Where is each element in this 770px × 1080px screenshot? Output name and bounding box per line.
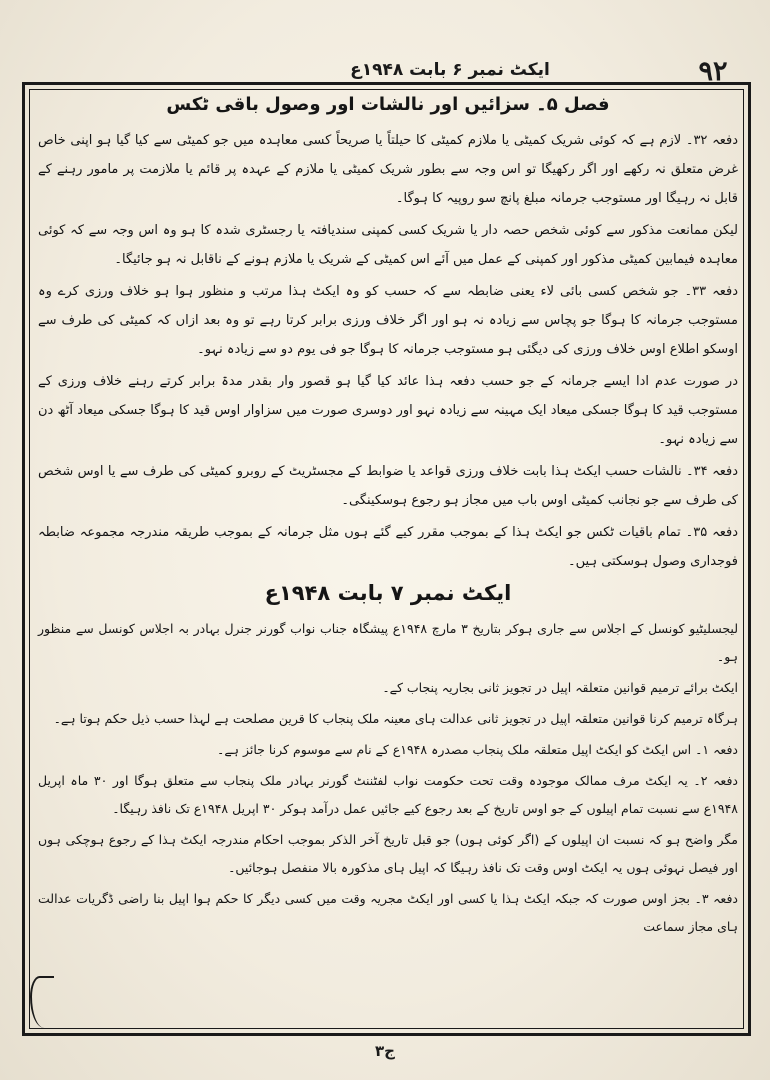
act-title-line: ایکٹ برائے ترمیم قوانین متعلقہ اپیل در تجویز ثانی بجاریہ پنجاب کے۔ [382,680,738,695]
folio-signature: ۳ج [375,1042,395,1060]
act-section-2: دفعہ ۲۔ یہ ایکٹ مرف ممالک موجودہ وقت تحت حکومت نواب لفٹننٹ گورنر بہادر ملک پنجاب سے متعلق ہوگا اور ۳۰ ماہ اپریل ۱۹۴۸ع سے نسبت تمام اپیلوں کے جو اوس تاریخ کے بعد رجوع کیے جائیں عمل درآمد ہوکر ۳۰ اپریل ۱۹۴۸ع تک نافذ رہیگا۔ [38,773,738,816]
act-section-1: دفعہ ۱۔ اس ایکٹ کو ایکٹ اپیل متعلقہ ملک پنجاب مصدرہ ۱۹۴۸ع کے نام سے موسوم کرنا جائز ہے۔ [217,742,738,757]
section-35: دفعہ ۳۵۔ تمام باقیات ٹکس جو ایکٹ ہذا کے بموجب مقرر کیے گئے ہوں مثل جرمانہ کے بموجب طریقہ مندرجہ مجموعہ ضابطہ فوجداری وصول ہوسکتی ہیں۔ [38,525,738,569]
page-content [38,92,738,1022]
section-34: دفعہ ۳۴۔ نالشات حسب ایکٹ ہذا بابت خلاف ورزی قواعد یا ضوابط کے مجسٹریٹ کے روبرو کمیٹی کی طرف سے یا اوس شخص کی طرف سے جو نجانب کمیٹی اوس باب میں مجاز ہو رجوع ہوسکینگی۔ [38,464,738,508]
section-32-proviso: لیکن ممانعت مذکور سے کوئی شخص حصہ دار یا شریک کسی کمپنی سندیافتہ یا رجسٹری شدہ کا ہو وہ اس وجہ سے کہ کوئی معاہدہ فیمابین کمیٹی مذکور اور کمپنی کے عمل میں آئے اس کمیٹی کے شریک یا ملازم ہونے کے ناقابل نہ ہو جائیگا۔ [38,223,738,267]
section-32: دفعہ ۳۲۔ لازم ہے کہ کوئی شریک کمیٹی یا ملازم کمیٹی کا حیلتاً یا صریحاً کسی معاہدہ میں جو کمیٹی سے کیا گیا ہو اپنی خاص غرض متعلق نہ رکھے اور اگر رکھیگا تو اس وجہ سے بطور شریک کمیٹی یا ملازم کے عہدہ پر قائم یا ملازمت پر مامور رہنے کے قابل نہ رہیگا اور مستوجب جرمانہ مبلغ پانچ سو روپیہ کا ہوگا۔ [38,133,738,206]
act-section-2-proviso: مگر واضح ہو کہ نسبت ان اپیلوں کے (اگر کوئی ہوں) جو قبل تاریخ آخر الذکر بموجب احکام مندرجہ ایکٹ ہذا کے رجوع ہوچکی ہوں اور فیصل نہوئی ہوں یہ ایکٹ اوس وقت تک نافذ رہیگا کہ اپیل ہای مذکورہ بالا منفصل ہوجائیں۔ [38,832,738,875]
act-heading: ایکٹ نمبر ۷ بابت ۱۹۴۸ع [264,581,512,605]
act-section-3: دفعہ ۳۔ بجز اوس صورت کہ جبکہ ایکٹ ہذا یا کسی اور ایکٹ مجریہ وقت میں کسی دیگر کا حکم ہوا اپیل بنا راضی ڈگریات عدالت ہای مجاز سماعت [38,891,738,934]
section-33: دفعہ ۳۳۔ جو شخص کسی بائی لاء یعنی ضابطہ سے کہ حسب کو وہ ایکٹ ہذا مرتب و منظور ہوا ہو خلاف ورزی کرے وہ مستوجب جرمانہ کا ہوگا جو پچاس سے زیادہ نہ ہو اور اگر خلاف ورزی برابر کرتا رہے تو وہ بعد ازاں کہ کمیٹی کی طرف سے اوسکو اطلاع اوس خلاف ورزی کی دیگئی ہو مستوجب جرمانہ کا ہوگا جو فی یوم دو سے زیادہ نہو۔ [38,284,738,357]
chapter-heading: فصل ۵۔ سزائیں اور نالشات اور وصول باقی ٹکس [166,94,610,115]
act-preamble: لیجسلیٹیو کونسل کے اجلاس سے جاری ہوکر بتاریخ ۳ مارچ ۱۹۴۸ع پیشگاہ جناب نواب گورنر جنرل بہادر بہ اجلاس کونسل سے منظور ہو۔ [38,621,739,664]
running-head: ایکٹ نمبر ۶ بابت ۱۹۴۸ع [350,60,550,80]
page-number: ۹۲ [698,56,728,87]
act-recital: ہرگاہ ترمیم کرنا قوانین متعلقہ اپیل در تجویز ثانی عدالت ہای معینہ ملک پنجاب کا قرین مصلحت ہے لہذا حسب ذیل حکم ہوتا ہے۔ [53,711,738,726]
section-33-default: در صورت عدم ادا ایسے جرمانہ کے جو حسب دفعہ ہذا عائد کیا گیا ہو قصور وار بقدر مدۃ برابر کرتے رہنے خلاف ورزی کے مستوجب قید کا ہوگا جسکی میعاد ایک مہینہ سے زیادہ نہو اور دوسری صورت میں سزاوار اوس قید کا ہوگا جسکی میعاد آٹھ دن سے زیادہ نہو۔ [38,374,738,447]
